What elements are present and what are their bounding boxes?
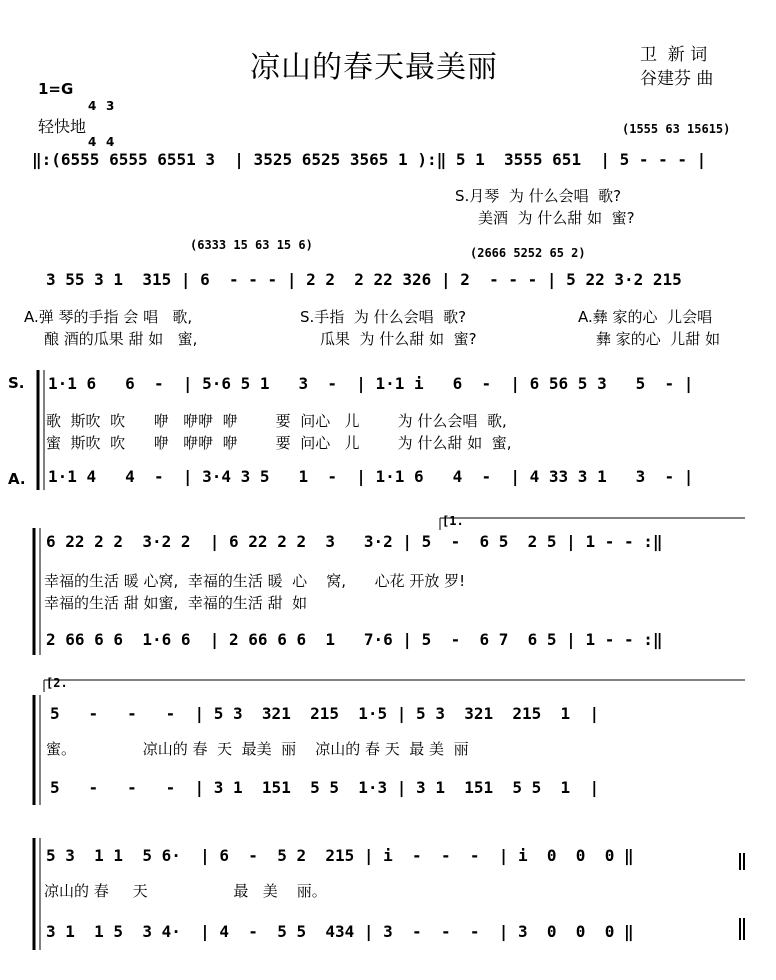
volta-1-line <box>440 518 745 530</box>
notes-row-5-soprano: 5 - - - | 5 3 321 215 1·5 | 5 3 321 215 1 | <box>50 704 600 723</box>
lyricist-credit: 卫 新 词 <box>640 45 708 65</box>
soprano-label: S. <box>8 374 25 392</box>
lyrics-row-2-verse-2b: 瓜果 为 什么甜 如 蜜? <box>320 330 477 348</box>
lyrics-row-2-soprano: S.手指 为 什么会唱 歌? <box>300 308 467 326</box>
notes-row-3-alto: 1·1 4 4 - | 3·4 3 5 1 - | 1·1 6 4 - | 4 33 3 1 3 - | <box>48 467 694 486</box>
lyrics-row-3-verse-1: 歌 斯吹 吹 咿 咿咿 咿 要 问心 儿 为 什么会唱 歌, <box>46 412 507 430</box>
lyrics-row-5: 蜜。 凉山的 春 天 最美 丽 凉山的 春 天 最 美 丽 <box>46 740 469 758</box>
lyrics-row-2-alto-2: A.彝 家的心 儿会唱 <box>578 308 713 326</box>
notes-row-5-alto: 5 - - - | 3 1 151 5 5 1·3 | 3 1 151 5 5 1 | <box>50 778 600 797</box>
grace-notes: (1555 63 15615) <box>622 122 731 136</box>
lyrics-row-6: 凉山的 春 天 最 美 丽。 <box>44 882 327 900</box>
meter-denominator: 4 <box>106 135 115 149</box>
final-barline <box>740 918 744 940</box>
lyrics-row-2-alto-1: A.弹 琴的手指 会 唱 歌, <box>24 308 193 326</box>
lyrics-row-1-verse-2: 美酒 为 什么甜 如 蜜? <box>478 209 635 227</box>
key-signature: 1=G <box>38 80 74 98</box>
alto-label: A. <box>8 470 26 488</box>
song-title: 凉山的春天最美丽 <box>250 50 498 85</box>
notes-row-3-soprano: 1·1 6 6 - | 5·6 5 1 3 - | 1·1 i 6 - | 6 56 5 3 5 - | <box>48 374 694 393</box>
notes-row-6-soprano: 5 3 1 1 5 6· | 6 - 5 2 215 | i - - - | i 0 0 0 ‖ <box>46 846 634 865</box>
notes-row-6-alto: 3 1 1 5 3 4· | 4 - 5 5 434 | 3 - - - | 3 0 0 0 ‖ <box>46 922 634 941</box>
grace-notes: (2666 5252 65 2) <box>470 246 586 260</box>
tempo-marking: 轻快地 <box>38 117 87 136</box>
notes-row-4-soprano: 6 22 2 2 3·2 2 | 6 22 2 2 3 3·2 | 5 - 6 5 2 5 | 1 - - :‖ <box>46 532 663 551</box>
notes-row-4-alto: 2 66 6 6 1·6 6 | 2 66 6 6 1 7·6 | 5 - 6 7 6 5 | 1 - - :‖ <box>46 630 663 649</box>
notes-row-1: ‖:(6555 6555 6551 3 | 3525 6525 3565 1 ):‖ 5 1 3555 651 | 5 - - - | <box>32 150 707 169</box>
volta-1-mark: [1. <box>442 514 464 528</box>
lyrics-row-4-verse-1: 幸福的生活 暖 心窝, 幸福的生活 暖 心 窝, 心花 开放 罗! <box>44 572 466 590</box>
lyrics-row-1-verse-1: S.月琴 为 什么会唱 歌? <box>455 187 622 205</box>
lyrics-row-4-verse-2: 幸福的生活 甜 如蜜, 幸福的生活 甜 如 <box>44 594 308 612</box>
grace-notes: (6333 15 63 15 6) <box>190 238 313 252</box>
meter-numerator: 4 <box>88 99 97 113</box>
meter-numerator: 3 <box>106 99 115 113</box>
meter-denominator: 4 <box>88 135 97 149</box>
final-barline <box>740 853 744 870</box>
volta-2-mark: [2. <box>46 676 68 690</box>
lyrics-row-2-verse-2c: 彝 家的心 儿甜 如 <box>596 330 721 348</box>
lyrics-row-2-verse-2a: 酿 酒的瓜果 甜 如 蜜, <box>44 330 198 348</box>
volta-2-line <box>44 680 745 692</box>
composer-credit: 谷建芬 曲 <box>640 69 714 89</box>
lyrics-row-3-verse-2: 蜜 斯吹 吹 咿 咿咿 咿 要 问心 儿 为 什么甜 如 蜜, <box>46 434 512 452</box>
notes-row-2: 3 55 3 1 315 | 6 - - - | 2 2 2 22 326 | 2 - - - | 5 22 3·2 215 <box>46 270 682 289</box>
